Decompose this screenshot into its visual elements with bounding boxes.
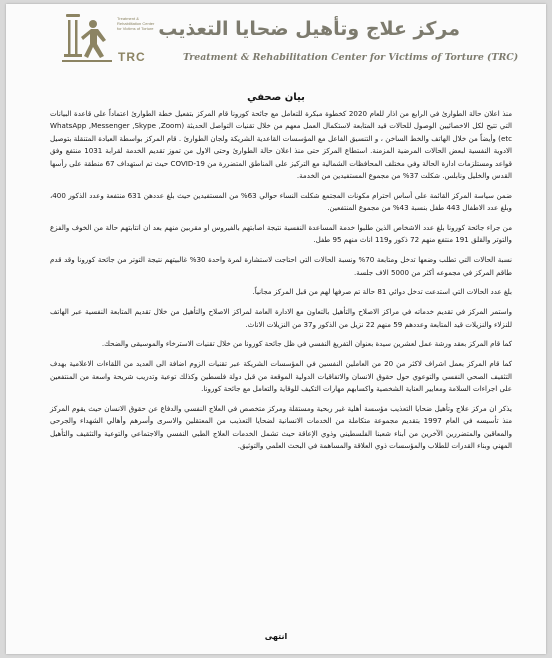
paragraph: منذ اعلان حالة الطوارئ في الرابع من اذار للعام 2020 كخطوة مبكرة للتعامل مع جائحة كورونا قام المركز بتفعيل خطة الطوارئ اعتماداً على قاعدة البيانات التي تتيح لكل الاخصائيين الوصول للحالات قيد المتابعة لاستكمال العمل معهم من خلال تقنيات التواصل الحديثة (WhatsApp ,Messenger ,Skype ,Zoom etc) وأيضاً من خلال الهاتف والخط الساخن ، و التنسيق الفاعل مع المؤسسات القاعدية الشريكة ولجان الطوارئ . قام المركز بواسطة العيادة المتنقلة بتوصيل الادوية النفسية لبعض الحالات المرضية المزمنة. استطاع المركز حتى منذ اعلان حالة الطوارئ وحتى الاول من تموز تقديم الخدمة لقرابة 1031 منتفع وفق قواعد ومستلزمات ادارة الحالة وفي مختلف المحافظات الشمالية مع التركيز على المناطق المتضررة من COVID-19 حيث تم استهداف 67 منطقة على رأسها القدس والخليل ونابلس. شكلت 37% من مجموع المستفيدين من الخدمة. [50,109,513,181]
paragraph: يذكر ان مركز علاج وتأهيل ضحايا التعذيب مؤسسة أهلية غير ربحية ومستقلة ومركز متخصص في العلاج النفسي والدفاع عن حقوق الانسان حيث يقوم المركز منذ تأسيسه في العام 1997 بتقديم مجموعة متكاملة من الخدمات الانسانية لضحايا التعذيب من المعتقلين والاسرى وأسرهم وأهالي الشهداء والجرحى والمعاقين والمتضررين الآخرين من أبناء شعبنا الفلسطيني وذوي الإعاقة حيث تشمل الخدمات العلاج الطبي النفسي والاجتماعي والتوعية والتثقيف والتأهيل المهني وبناء القدرات للطلاب والمؤسسات ذوي العلاقة والمساهمة في البحث العلمي والتوثيق. [50,403,512,451]
letterhead [6,4,546,82]
paragraph: من جراء جائحة كورونا بلغ عدد الاشخاص الذين طلبوا خدمة المساعدة النفسية نتيجة اصابتهم بالفيروس او مقربين منهم بعد ان انتابتهم حالة من الخوف والفزع والتوتر والقلق 191 منتفع منهم 72 ذكور و119 اناث منهم 95 طفل. [50,223,512,245]
paragraph: واستمر المركز في تقديم خدماته في مراكز الاصلاح والتأهيل بالتعاون مع الادارة العامة لمراكز الاصلاح والتأهيل من خلال تقديم المتابعة النفسية عبر الهاتف للنزلاء والنزيلات قيد المتابعة وعددهم 59 منهم 22 نزيل من الذكور و37 من النزيلات الاناث. [50,307,512,329]
paragraph: نسبة الحالات التي تطلب وضعها تدخل ومتابعة 70% ونسبة الحالات التي احتاجت لاستشارة لمرة واحدة 30% غالبيتهم نتيجة التوتر من جائحة كورونا وقد قدم طاقم المركز في مجموعه أكثر من 5000 الاف جلسة. [50,255,513,277]
paragraph: بلغ عدد الحالات التي استدعت تدخل دوائي 81 حالة تم صرفها لهم من قبل المركز مجانياً. [252,287,512,297]
organization-name-english: Treatment & Rehabilitation Center for Victims of Torture (TRC) [183,52,519,63]
logo-wordmark: TRC [118,50,146,64]
paragraph: ضمن سياسة المركز القائمة على أساس احترام مكونات المجتمع شكلت النساء حوالي 63% من المستفيدين حيث بلغ عددهن 631 منتفعة وعدد الذكور 400، وبلغ عدد الاطفال 443 طفل بنسبة 43% من مجموع المنتفعين. [50,190,512,213]
document-page [6,4,546,654]
logo-small-text: Treatment & Rehabilitation Center for Victims of Torture [117,16,155,31]
closing-mark: انتهى [264,632,288,641]
organization-name-arabic: مركز علاج وتأهيل ضحايا التعذيب [158,18,460,40]
paragraph: كما قام المركز بعقد ورشة عمل لعشرين سيدة بعنوان التفريغ النفسي في ظل جائحة كورونا من خلال تقنيات الاسترخاء والموسيقى والضحك. [101,339,512,349]
document-title: بيان صحفي [247,92,305,103]
paragraph: كما قام المركز بعمل اشراف لاكثر من 20 من العاملين النفسين في المؤسسات الشريكة عبر تقنيات الزوم اضافة الى العديد من اللقاءات الاعلامية بهدف التثقيف الصحي النفسي والتوعوي حول حقوق الانسان والاتفاقيات الدولية الموقعة من قبل دولة فلسطين وكذلك توعية وتدريب شريحة واسعة من المنتفعين على اجراءات السلامة ومعايير العناية الشخصية واكسابهم مهارات التكيف للوقاية والتعامل مع جائحة كورونا. [50,359,513,394]
document-body [50,108,512,460]
